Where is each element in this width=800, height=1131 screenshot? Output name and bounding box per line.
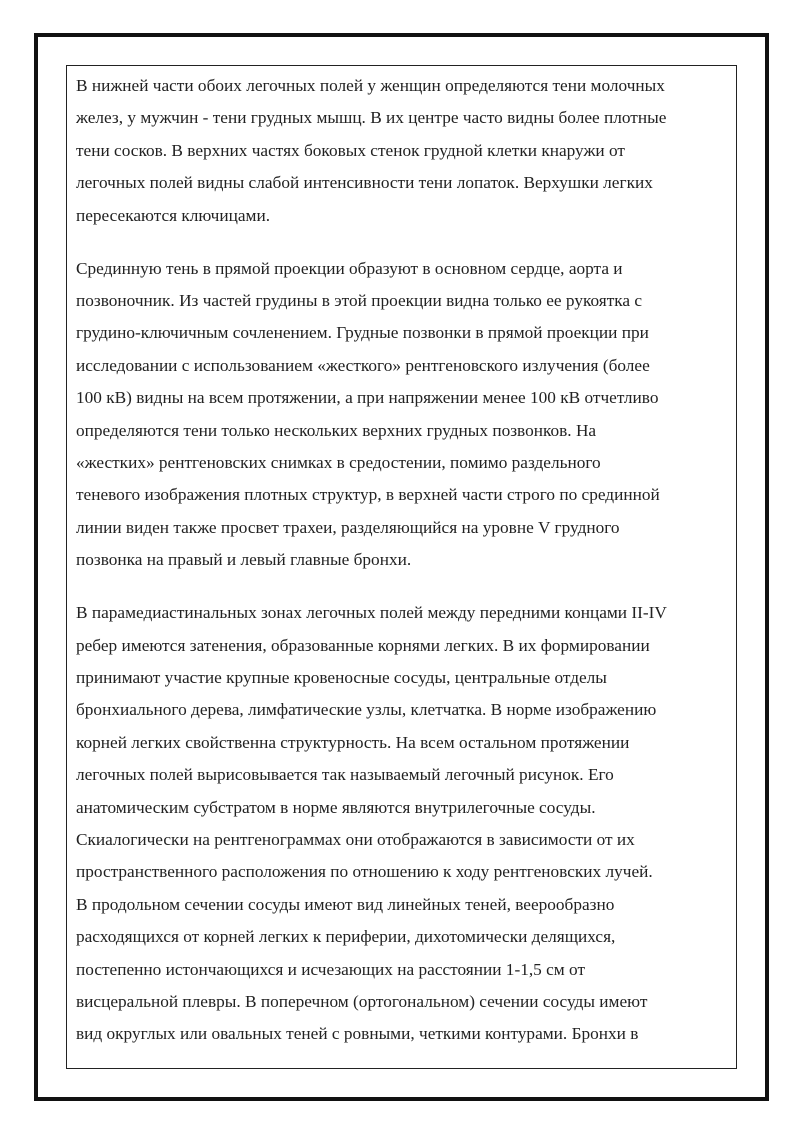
text-line: Скиалогически на рентгенограммах они отображаются в зависимости от их — [76, 829, 635, 849]
text-line: легочных полей видны слабой интенсивности тени лопаток. Верхушки легких — [76, 173, 653, 193]
text-line: легочных полей вырисовывается так называемый легочный рисунок. Его — [76, 765, 614, 785]
text-line: пересекаются ключицами. — [76, 205, 271, 225]
text-line: позвонка на правый и левый главные бронхи. — [76, 550, 412, 570]
text-line: линии виден также просвет трахеи, разделяющийся на уровне V грудного — [76, 517, 620, 537]
text-line: принимают участие крупные кровеносные сосуды, центральные отделы — [76, 667, 607, 687]
text-line: В парамедиастинальных зонах легочных полей между передними концами II-IV — [76, 603, 667, 623]
text-line: корней легких свойственна структурность. На всем остальном протяжении — [76, 732, 630, 752]
text-line: вид округлых или овальных теней с ровными, четкими контурами. Бронхи в — [76, 1024, 639, 1044]
paragraph-1 — [76, 70, 726, 232]
text-line: расходящихся от корней легких к периферии, дихотомически делящихся, — [76, 927, 616, 947]
text-line: пространственного расположения по отношению к ходу рентгеновских лучей. — [76, 862, 653, 882]
text-line: В нижней части обоих легочных полей у женщин определяются тени молочных — [76, 76, 665, 95]
document-body — [76, 70, 726, 1071]
paragraph-3 — [76, 597, 726, 1051]
text-line: бронхиального дерева, лимфатические узлы, клетчатка. В норме изображению — [76, 700, 657, 720]
text-line: желез, у мужчин - тени грудных мышц. В их центре часто видны более плотные — [76, 108, 667, 128]
text-line: 100 кВ) видны на всем протяжении, а при напряжении менее 100 кВ отчетливо — [76, 388, 659, 408]
text-line: исследовании с использованием «жесткого» рентгеновского излучения (более — [76, 355, 650, 375]
paragraph-2 — [76, 253, 726, 577]
text-line: анатомическим субстратом в норме являются внутрилегочные сосуды. — [76, 797, 596, 817]
text-line: грудино-ключичным сочленением. Грудные позвонки в прямой проекции при — [76, 323, 649, 343]
text-line: В продольном сечении сосуды имеют вид линейных теней, веерообразно — [76, 894, 615, 914]
text-line: «жестких» рентгеновских снимках в средостении, помимо раздельного — [76, 452, 601, 472]
text-line: постепенно истончающихся и исчезающих на расстоянии 1-1,5 см от — [76, 959, 586, 979]
text-line: определяются тени только нескольких верхних грудных позвонков. На — [76, 420, 597, 440]
text-line: теневого изображения плотных структур, в верхней части строго по срединной — [76, 485, 660, 505]
text-line: позвоночник. Из частей грудины в этой проекции видна только ее рукоятка с — [76, 290, 643, 310]
text-line: тени сосков. В верхних частях боковых стенок грудной клетки кнаружи от — [76, 140, 625, 160]
text-line: висцеральной плевры. В поперечном (ортогональном) сечении сосуды имеют — [76, 991, 648, 1011]
text-line: ребер имеются затенения, образованные корнями легких. В их формировании — [76, 635, 650, 655]
text-line: Срединную тень в прямой проекции образуют в основном сердце, аорта и — [76, 258, 623, 278]
